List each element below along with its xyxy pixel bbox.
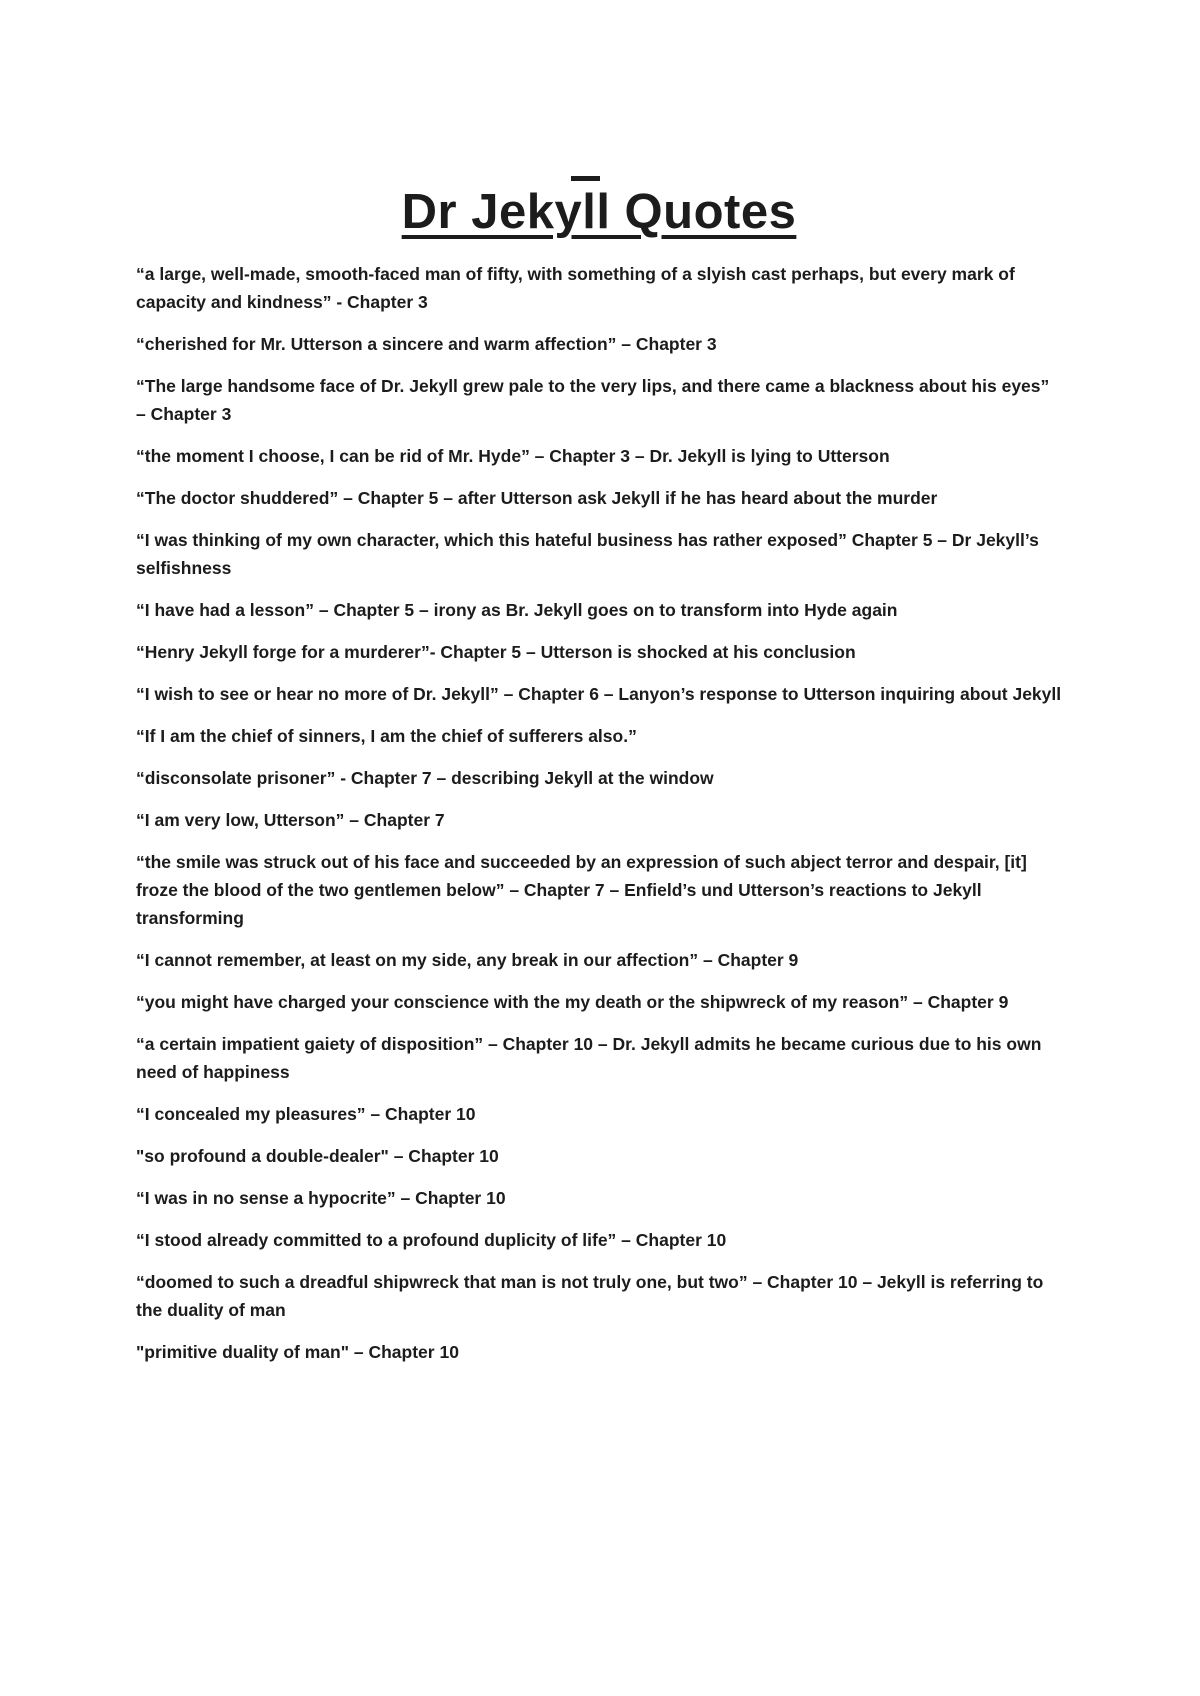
quote-paragraph: “I was thinking of my own character, which this hateful business has rather exposed” Chapter 5 – Dr Jekyll’s selfishness: [136, 529, 1039, 578]
quote-paragraph: “cherished for Mr. Utterson a sincere and warm affection” – Chapter 3: [136, 333, 717, 354]
quote-paragraph: “a certain impatient gaiety of disposition” – Chapter 10 – Dr. Jekyll admits he became curious due to his own need of happiness: [136, 1033, 1042, 1082]
quote-paragraph: “I stood already committed to a profound duplicity of life” – Chapter 10: [136, 1229, 727, 1250]
quote-paragraph: “The large handsome face of Dr. Jekyll grew pale to the very lips, and there came a blackness about his eyes” – Chapter 3: [136, 375, 1050, 424]
quote-paragraph: "so profound a double-dealer" – Chapter 10: [136, 1145, 499, 1166]
quote-paragraph: “I cannot remember, at least on my side, any break in our affection” – Chapter 9: [136, 949, 799, 970]
quote-paragraph: “If I am the chief of sinners, I am the chief of sufferers also.”: [136, 725, 637, 746]
quote-paragraph: “I wish to see or hear no more of Dr. Jekyll” – Chapter 6 – Lanyon’s response to Utterson inquiring about Jekyll: [136, 683, 1062, 704]
page-title-text: Dr Jekyll Quotes: [401, 185, 797, 239]
quote-paragraph: “a large, well-made, smooth-faced man of fifty, with something of a slyish cast perhaps, but every mark of capacity and kindness” - Chapter 3: [136, 263, 1015, 312]
quote-paragraph: “you might have charged your conscience with the my death or the shipwreck of my reason” – Chapter 9: [136, 991, 1009, 1012]
quote-paragraph: “I am very low, Utterson” – Chapter 7: [136, 809, 445, 830]
quote-paragraph: “I have had a lesson” – Chapter 5 – irony as Br. Jekyll goes on to transform into Hyde again: [136, 599, 898, 620]
page-title: [136, 186, 1062, 240]
quote-paragraph: “The doctor shuddered” – Chapter 5 – after Utterson ask Jekyll if he has heard about the murder: [136, 487, 938, 508]
quote-paragraph: “I concealed my pleasures” – Chapter 10: [136, 1103, 476, 1124]
quote-paragraph: “the moment I choose, I can be rid of Mr. Hyde” – Chapter 3 – Dr. Jekyll is lying to Utterson: [136, 445, 890, 466]
macron-mark: [571, 176, 600, 181]
quote-paragraph: “the smile was struck out of his face and succeeded by an expression of such abject terror and despair, [it] froze the blood of the two gentlemen below” – Chapter 7 – Enfield’s und Utterson’s reactions to Jekyll transforming: [136, 851, 1027, 928]
quotes-list: [136, 260, 1062, 1366]
quote-paragraph: “Henry Jekyll forge for a murderer”- Chapter 5 – Utterson is shocked at his conclusion: [136, 641, 856, 662]
quote-paragraph: “I was in no sense a hypocrite” – Chapter 10: [136, 1187, 506, 1208]
quote-paragraph: "primitive duality of man" – Chapter 10: [136, 1341, 459, 1362]
quote-paragraph: “doomed to such a dreadful shipwreck that man is not truly one, but two” – Chapter 10 – Jekyll is referring to the duality of man: [136, 1271, 1044, 1320]
quote-paragraph: “disconsolate prisoner” - Chapter 7 – describing Jekyll at the window: [136, 767, 714, 788]
